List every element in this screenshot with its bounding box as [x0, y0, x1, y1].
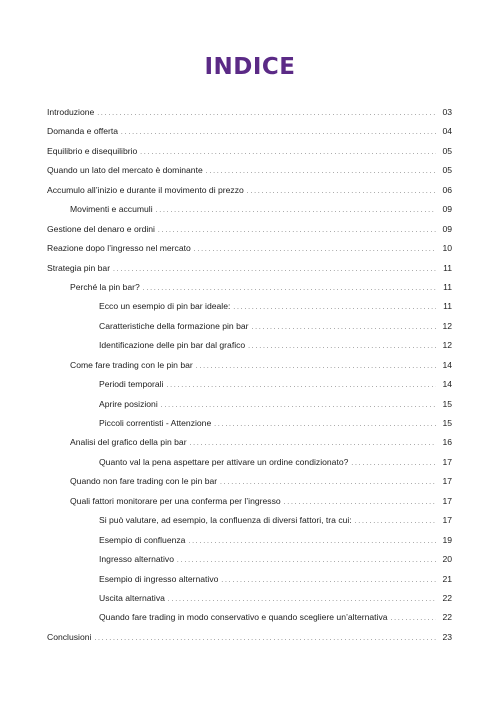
dot-leader [166, 379, 436, 389]
toc-entry[interactable] [47, 632, 452, 651]
dot-leader [252, 321, 436, 331]
toc-entry-page: 05 [442, 165, 452, 176]
toc-entry-title: Esempio di confluenza [99, 534, 186, 545]
dot-leader [161, 399, 436, 409]
toc-entry[interactable] [47, 418, 452, 437]
toc-entry-page: 16 [442, 437, 452, 448]
toc-entry-title: Identificazione delle pin bar dal grafico [99, 340, 246, 351]
toc-entry-page: 22 [442, 592, 452, 603]
toc-entry-title: Perché la pin bar? [70, 281, 140, 292]
toc-entry[interactable] [47, 515, 452, 534]
toc-entry[interactable] [47, 535, 452, 554]
toc-entry-title: Quanto val la pena aspettare per attivare un ordine condizionato? [99, 456, 349, 467]
toc-entry[interactable] [47, 321, 452, 340]
toc-entry[interactable] [47, 379, 452, 398]
toc-entry-page: 14 [442, 379, 452, 390]
toc-entry-page: 19 [442, 534, 452, 545]
toc-entry-page: 23 [442, 631, 452, 642]
toc-entry-page: 09 [442, 223, 452, 234]
dot-leader [156, 204, 436, 214]
toc-entry-page: 04 [442, 126, 452, 137]
page-title: INDICE [204, 54, 296, 80]
toc-entry-title: Quando fare trading in modo conservativo e quando scegliere un’alternativa [99, 612, 388, 623]
dot-leader [351, 457, 436, 467]
toc-entry-title: Uscita alternativa [99, 592, 165, 603]
toc-entry-page: 17 [442, 476, 452, 487]
toc-entry[interactable] [47, 457, 452, 476]
toc-entry-title: Ecco un esempio di pin bar ideale: [99, 301, 231, 312]
toc-entry[interactable] [47, 496, 452, 515]
toc-entry-title: Strategia pin bar [47, 262, 111, 273]
dot-leader [168, 593, 436, 603]
toc-entry-page: 17 [442, 456, 452, 467]
toc-entry-title: Ingresso alternativo [99, 554, 174, 565]
toc-entry-title: Domanda e offerta [47, 126, 119, 137]
dot-leader [196, 360, 436, 370]
toc-entry-title: Esempio di ingresso alternativo [99, 573, 219, 584]
toc-entry-page: 11 [443, 262, 452, 273]
dot-leader [206, 165, 436, 175]
toc-entry-title: Come fare trading con le pin bar [70, 359, 193, 370]
toc-entry-title: Equilibrio e disequilibrio [47, 145, 138, 156]
dot-leader [391, 612, 436, 622]
dot-leader [194, 243, 436, 253]
toc-entry-page: 20 [442, 554, 452, 565]
toc-entry[interactable] [47, 107, 452, 126]
dot-leader [177, 554, 436, 564]
toc-entry-title: Quali fattori monitorare per una conferma per l’ingresso [70, 495, 281, 506]
toc-entry-page: 14 [442, 359, 452, 370]
toc-entry-title: Si può valutare, ad esempio, la confluenza di diversi fattori, tra cui: [99, 515, 352, 526]
toc-entry[interactable] [47, 185, 452, 204]
toc-entry[interactable] [47, 612, 452, 631]
toc-entry[interactable] [47, 224, 452, 243]
dot-leader [221, 574, 436, 584]
toc-entry-title: Conclusioni [47, 631, 92, 642]
toc-entry[interactable] [47, 165, 452, 184]
toc-entry-title: Accumulo all’inizio e durante il movimento di prezzo [47, 184, 244, 195]
dot-leader [158, 224, 436, 234]
toc-entry-page: 17 [442, 495, 452, 506]
toc-entry[interactable] [47, 593, 452, 612]
toc-entry-title: Piccoli correntisti - Attenzione [99, 418, 212, 428]
dot-leader [113, 263, 436, 273]
toc-entry-page: 11 [443, 301, 452, 312]
dot-leader [220, 476, 436, 486]
toc-entry[interactable] [47, 282, 452, 301]
toc-entry[interactable] [47, 399, 452, 418]
toc-entry-page: 09 [442, 204, 452, 215]
dot-leader [190, 437, 436, 447]
toc-entry-page: 03 [442, 107, 452, 117]
toc-entry-page: 12 [442, 320, 452, 331]
toc-entry-page: 22 [442, 612, 452, 623]
toc-entry[interactable] [47, 437, 452, 456]
dot-leader [188, 535, 436, 545]
toc-entry[interactable] [47, 301, 452, 320]
toc-entry[interactable] [47, 243, 452, 262]
toc-entry-page: 10 [442, 243, 452, 254]
toc-entry[interactable] [47, 574, 452, 593]
toc-entry[interactable] [47, 360, 452, 379]
toc-entry-title: Gestione del denaro e ordini [47, 223, 155, 234]
toc-entry-page: 17 [442, 515, 452, 526]
dot-leader [284, 496, 436, 506]
toc-entry-page: 15 [442, 418, 452, 428]
dot-leader [97, 107, 436, 117]
toc-entry-title: Quando non fare trading con le pin bar [70, 476, 218, 487]
toc-entry-page: 06 [442, 184, 452, 195]
toc-entry[interactable] [47, 146, 452, 165]
toc-entry-page: 15 [442, 398, 452, 409]
toc-entry-page: 21 [442, 573, 452, 584]
toc-entry-title: Aprire posizioni [99, 398, 158, 409]
toc-entry-title: Periodi temporali [99, 379, 164, 390]
dot-leader [214, 418, 436, 428]
toc-entry-title: Analisi del grafico della pin bar [70, 437, 187, 448]
toc-entry[interactable] [47, 126, 452, 145]
toc-entry-title: Reazione dopo l’ingresso nel mercato [47, 243, 191, 254]
toc-entry[interactable] [47, 263, 452, 282]
table-of-contents [47, 107, 452, 651]
toc-entry-title: Caratteristiche della formazione pin bar [99, 320, 249, 331]
toc-entry[interactable] [47, 476, 452, 495]
toc-entry[interactable] [47, 340, 452, 359]
toc-entry-title: Quando un lato del mercato è dominante [47, 165, 203, 176]
dot-leader [121, 126, 436, 136]
dot-leader [94, 632, 436, 642]
dot-leader [143, 282, 436, 292]
toc-entry-page: 12 [442, 340, 452, 351]
toc-entry-title: Movimenti e accumuli [70, 204, 153, 215]
dot-leader [247, 185, 436, 195]
toc-entry-title: Introduzione [47, 107, 95, 117]
toc-entry[interactable] [47, 204, 452, 223]
toc-entry-page: 11 [443, 281, 452, 292]
dot-leader [248, 340, 436, 350]
toc-entry-page: 05 [442, 145, 452, 156]
dot-leader [355, 515, 436, 525]
toc-entry[interactable] [47, 554, 452, 573]
dot-leader [233, 301, 436, 311]
dot-leader [140, 146, 436, 156]
